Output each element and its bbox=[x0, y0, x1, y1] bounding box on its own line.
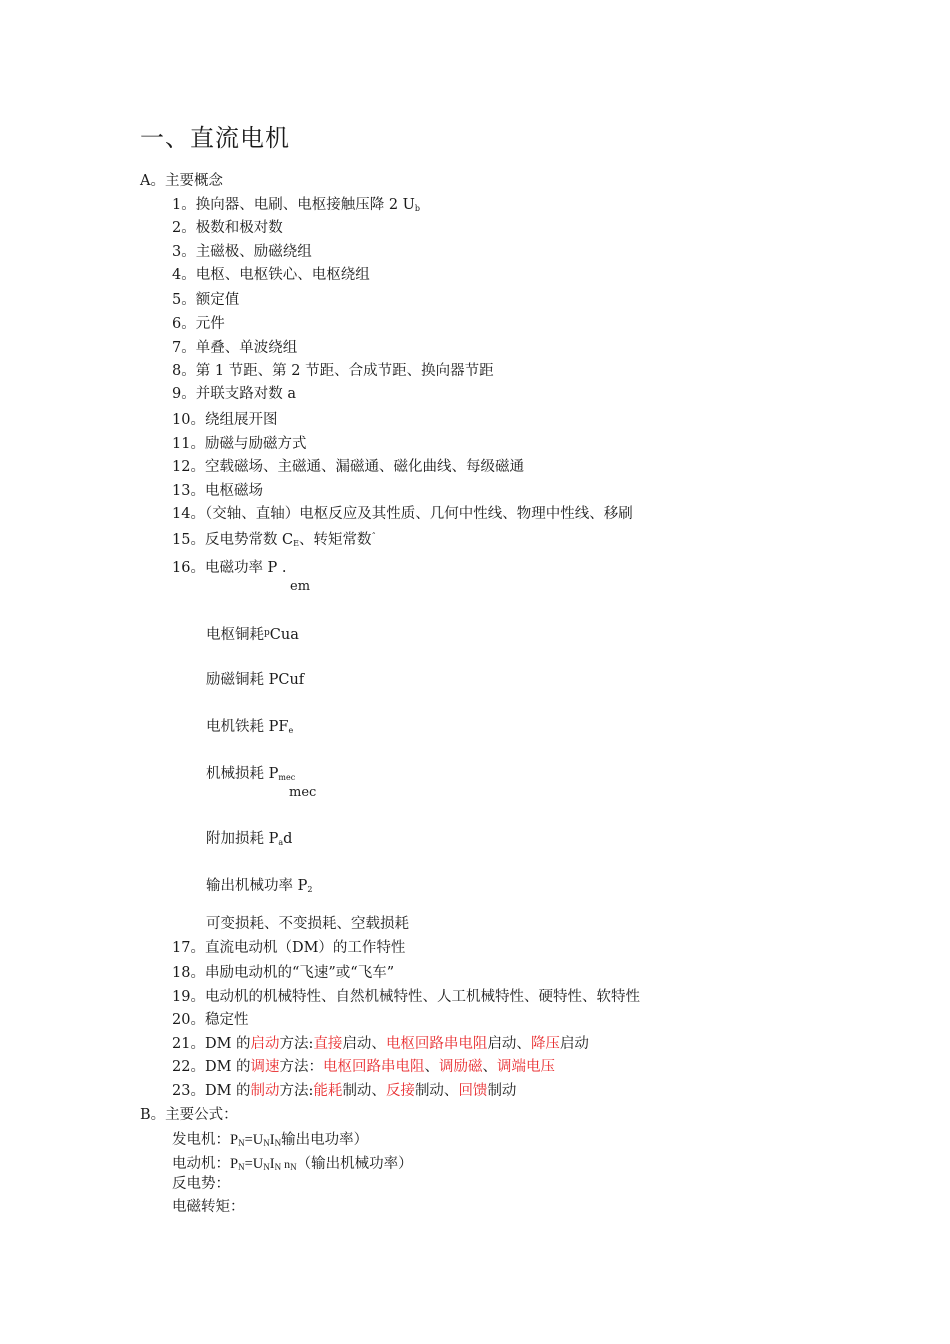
list-item: 6。元件 bbox=[172, 316, 225, 332]
list-item: 13。电枢磁场 bbox=[172, 483, 263, 499]
mec-subscript: mec bbox=[289, 785, 317, 800]
list-item-brake-methods: 23。DM 的制动方法:能耗制动、反接制动、回馈制动 bbox=[172, 1083, 517, 1099]
list-item: 20。稳定性 bbox=[172, 1012, 249, 1028]
list-item: 9。并联支路对数 a bbox=[172, 386, 296, 402]
list-item: 10。绕组展开图 bbox=[172, 412, 278, 428]
loss-item: 机械损耗 $P_{mec}$ bbox=[206, 766, 296, 782]
list-item: 16。电磁功率 P . bbox=[172, 560, 287, 576]
formula-back-emf: 反电势： bbox=[172, 1176, 230, 1192]
list-item: 8。第 1 节距、第 2 节距、合成节距、换向器节距 bbox=[172, 363, 494, 379]
formula-generator: 发电机：PN=UNIN输出电功率） bbox=[172, 1132, 369, 1148]
loss-item: 附加损耗 $P_ad$ bbox=[206, 831, 293, 847]
loss-item: 可变损耗、不变损耗、空载损耗 bbox=[206, 916, 409, 932]
formula-motor: 电动机：PN=UNIN nN（输出机械功率） bbox=[172, 1156, 413, 1172]
list-item: 11。励磁与励磁方式 bbox=[172, 436, 307, 452]
list-item: 15。反电势常数 $C_E$、转矩常数$^ˆ$ bbox=[172, 532, 377, 548]
list-item: 3。主磁极、励磁绕组 bbox=[172, 244, 312, 260]
list-item-start-methods: 21。DM 的启动方法:直接启动、电枢回路串电阻启动、降压启动 bbox=[172, 1036, 589, 1052]
list-item: 14。（交轴、直轴）电枢反应及其性质、几何中性线、物理中性线、移刷 bbox=[172, 506, 633, 522]
formula-torque: 电磁转矩： bbox=[172, 1199, 245, 1215]
loss-item: 电机铁耗 $PF_e$ bbox=[206, 719, 294, 735]
list-item: 18。串励电动机的“飞速”或“飞车” bbox=[172, 965, 395, 981]
list-item: 19。电动机的机械特性、自然机械特性、人工机械特性、硬特性、软特性 bbox=[172, 989, 640, 1005]
section-b-heading: B。主要公式： bbox=[140, 1107, 238, 1123]
list-item: 17。直流电动机（DM）的工作特性 bbox=[172, 940, 406, 956]
list-item: 12。空载磁场、主磁通、漏磁通、磁化曲线、每级磁通 bbox=[172, 459, 524, 475]
list-item: 1。换向器、电刷、电枢接触压降 2 $U_b$ bbox=[172, 197, 421, 213]
list-item: 2。极数和极对数 bbox=[172, 220, 283, 236]
list-item: 7。单叠、单波绕组 bbox=[172, 340, 298, 356]
loss-item: 输出机械功率 $P_2$ bbox=[206, 878, 313, 894]
page-title: 一、直流电机 bbox=[140, 124, 290, 152]
loss-item: 励磁铜耗 PCuf bbox=[206, 672, 305, 688]
em-subscript: em bbox=[290, 579, 311, 594]
loss-item: 电枢铜耗$^p$Cua bbox=[206, 627, 299, 643]
list-item: 5。额定值 bbox=[172, 292, 240, 308]
list-item: 4。电枢、电枢铁心、电枢绕组 bbox=[172, 267, 370, 283]
section-a-heading: A。主要概念 bbox=[140, 173, 223, 189]
list-item-speed-methods: 22。DM 的调速方法：电枢回路串电阻、调励磁、调端电压 bbox=[172, 1059, 556, 1075]
